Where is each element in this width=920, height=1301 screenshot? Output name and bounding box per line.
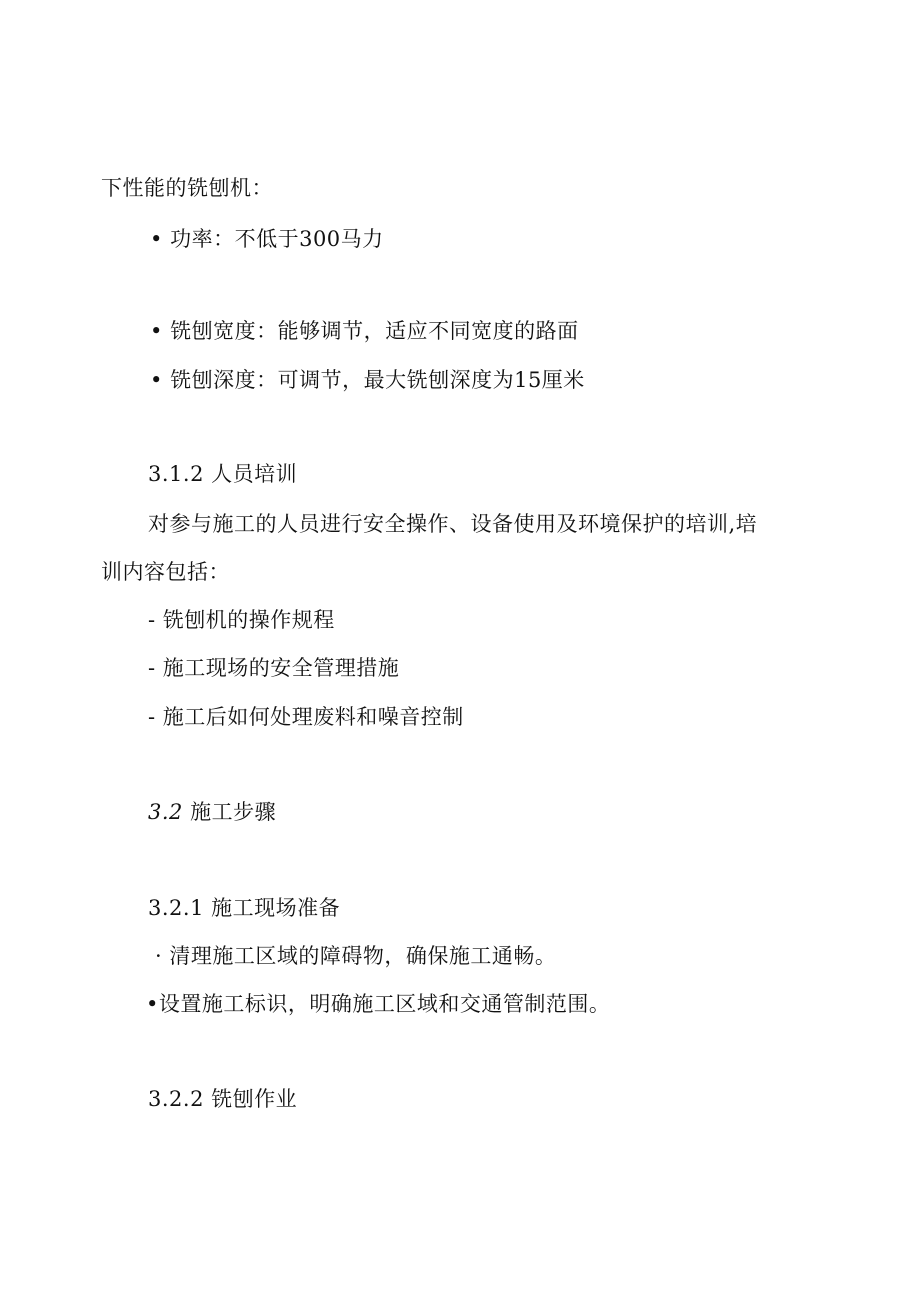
- dot-marker: ·: [155, 944, 163, 968]
- spec-text: 铣刨宽度：能够调节，适应不同宽度的路面: [170, 319, 579, 343]
- dash-marker: -: [148, 608, 156, 632]
- bullet: •: [150, 319, 163, 343]
- item-text: 施工现场的安全管理措施: [162, 656, 400, 680]
- intro-line: [101, 173, 273, 203]
- dash-marker: -: [148, 705, 156, 729]
- intro-text: 下性能的铣刨机：: [101, 176, 273, 200]
- heading-3-2-2: [148, 1084, 297, 1114]
- section-title: 施工步骤: [190, 800, 277, 824]
- item-text: 施工后如何处理废料和噪音控制: [162, 705, 464, 729]
- dash-marker: -: [148, 656, 156, 680]
- training-item-3: [148, 702, 464, 732]
- section-title: 人员培训: [211, 462, 298, 486]
- prep-item-2: [146, 989, 610, 1019]
- section-number: 3.2.2: [148, 1087, 204, 1111]
- paragraph-text: 训内容包括：: [101, 560, 230, 584]
- section-number: 3.1.2: [148, 462, 204, 486]
- training-item-1: [148, 605, 335, 635]
- spec-text: 铣刨深度：可调节，最大铣刨深度为15厘米: [170, 368, 585, 392]
- heading-3-2-1: [148, 893, 340, 923]
- item-text: 清理施工区域的障碍物，确保施工通畅。: [169, 944, 557, 968]
- section-title: 铣刨作业: [211, 1087, 298, 1111]
- training-paragraph-line-2: [101, 557, 230, 587]
- section-title: 施工现场准备: [211, 896, 341, 920]
- spec-item-depth: [150, 365, 585, 395]
- bullet: •: [150, 227, 163, 251]
- paragraph-text: 对参与施工的人员进行安全操作、设备使用及环境保护的培训,培: [148, 512, 758, 536]
- heading-3-2: [148, 797, 276, 827]
- section-number: 3.2.1: [148, 896, 204, 920]
- spec-item-width: [150, 316, 579, 346]
- prep-item-1: [155, 941, 556, 971]
- heading-3-1-2: [148, 459, 297, 489]
- item-text: 设置施工标识，明确施工区域和交通管制范围。: [158, 992, 611, 1016]
- dot-marker: •: [146, 992, 159, 1016]
- training-paragraph-line-1: [148, 509, 757, 539]
- section-number: 3.2: [148, 800, 183, 824]
- training-item-2: [148, 653, 399, 683]
- spec-item-power: [150, 224, 384, 254]
- spec-text: 功率：不低于300马力: [170, 227, 384, 251]
- item-text: 铣刨机的操作规程: [162, 608, 335, 632]
- bullet: •: [150, 368, 163, 392]
